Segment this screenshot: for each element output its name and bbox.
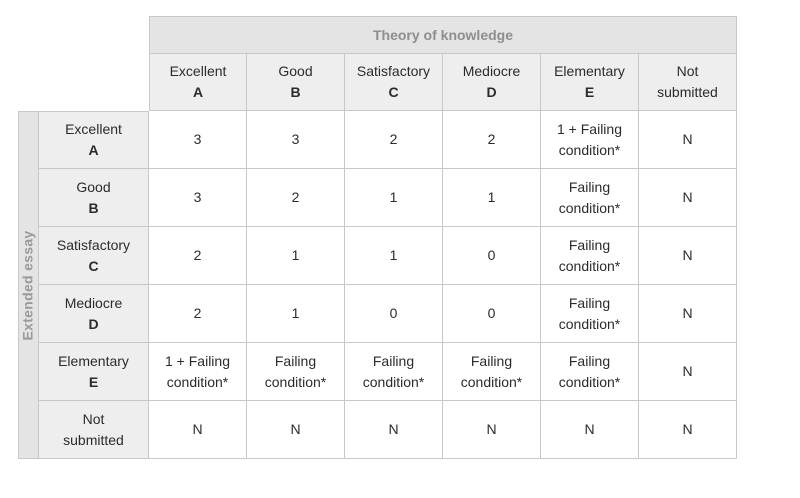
row-header-label: Good xyxy=(76,178,111,195)
column-header-label: Excellent xyxy=(169,63,227,79)
table-cell xyxy=(247,169,345,227)
cell-value: condition* xyxy=(558,141,621,158)
cell-value: condition* xyxy=(362,373,425,390)
cell-value: 2 xyxy=(291,189,300,205)
row-header-label: Excellent xyxy=(65,121,122,137)
table-cell xyxy=(443,227,541,285)
table-cell xyxy=(345,285,443,343)
cell-value: N xyxy=(486,421,497,437)
cell-value: Failing xyxy=(568,236,611,253)
column-header xyxy=(247,54,345,111)
extended-essay-label: Extended essay xyxy=(20,229,37,341)
row-header-label: Mediocre xyxy=(64,294,123,311)
column-header xyxy=(639,54,737,111)
table-cell xyxy=(443,343,541,401)
cell-value: condition* xyxy=(166,373,229,390)
row-header-grade: D xyxy=(88,315,99,332)
table-cell xyxy=(541,111,639,169)
cell-value: 3 xyxy=(193,131,202,147)
column-header xyxy=(345,54,443,111)
cell-value: 2 xyxy=(389,131,398,147)
cell-value: N xyxy=(682,305,693,321)
cell-value: 0 xyxy=(389,305,398,321)
row-header xyxy=(39,343,149,401)
table-cell xyxy=(443,169,541,227)
cell-value: Failing xyxy=(568,178,611,195)
table-cell xyxy=(149,285,247,343)
table-cell xyxy=(345,227,443,285)
row-header-grade: C xyxy=(88,257,99,274)
cell-value: condition* xyxy=(558,199,621,216)
column-header xyxy=(443,54,541,111)
cell-value: 0 xyxy=(487,247,496,263)
row-header xyxy=(39,169,149,227)
table-cell xyxy=(345,111,443,169)
column-header xyxy=(149,54,247,111)
column-header-grade: E xyxy=(584,84,595,100)
table-cell xyxy=(443,285,541,343)
table-cell xyxy=(149,169,247,227)
cell-value: N xyxy=(388,421,399,437)
column-header-grade: A xyxy=(192,84,204,100)
cell-value: 1 xyxy=(389,189,398,205)
cell-value: 1 xyxy=(291,305,300,321)
table-cell xyxy=(541,169,639,227)
corner-blank xyxy=(18,16,39,54)
corner-blank xyxy=(18,54,39,111)
cell-value: 1 + Failing xyxy=(165,352,230,369)
cell-value: N xyxy=(192,421,203,437)
row-header xyxy=(39,401,149,459)
cell-value: Failing xyxy=(568,294,611,311)
table-cell xyxy=(639,169,737,227)
corner-blank xyxy=(39,16,149,54)
table-cell xyxy=(247,111,345,169)
cell-value: 2 xyxy=(487,131,496,147)
row-header xyxy=(39,111,149,169)
table-cell xyxy=(541,401,639,459)
table-cell xyxy=(443,111,541,169)
cell-value: 1 + Failing xyxy=(557,120,622,137)
table-cell xyxy=(639,285,737,343)
column-header-grade: C xyxy=(388,84,399,100)
column-header-grade: B xyxy=(290,84,301,100)
column-header-label: Not xyxy=(676,63,699,79)
table-cell xyxy=(149,343,247,401)
row-header-label: Satisfactory xyxy=(56,236,131,253)
row-header-label: Elementary xyxy=(58,352,129,369)
cell-value: N xyxy=(584,421,595,437)
table-cell xyxy=(149,111,247,169)
table-cell xyxy=(149,401,247,459)
cell-value: 1 xyxy=(291,247,300,263)
table-cell xyxy=(541,227,639,285)
cell-value: N xyxy=(682,189,693,205)
table-cell xyxy=(639,111,737,169)
cell-value: condition* xyxy=(558,257,621,274)
cell-value: N xyxy=(682,421,693,437)
cell-value: 3 xyxy=(193,189,202,205)
cell-value: 2 xyxy=(193,247,202,263)
table-cell xyxy=(443,401,541,459)
cell-value: condition* xyxy=(558,373,621,390)
cell-value: 1 xyxy=(389,247,398,263)
points-matrix-table xyxy=(18,16,737,459)
cell-value: Failing xyxy=(470,352,513,369)
column-header xyxy=(541,54,639,111)
row-header xyxy=(39,227,149,285)
row-header-label-line2: submitted xyxy=(63,431,124,448)
cell-value: condition* xyxy=(264,373,327,390)
cell-value: 1 xyxy=(487,189,496,205)
table-cell xyxy=(541,343,639,401)
extended-essay-side-header xyxy=(18,111,39,459)
cell-value: 3 xyxy=(291,131,300,147)
table-cell xyxy=(247,227,345,285)
column-header-label: Satisfactory xyxy=(356,63,431,79)
cell-value: Failing xyxy=(568,352,611,369)
cell-value: 0 xyxy=(487,305,496,321)
cell-value: N xyxy=(290,421,301,437)
table-cell xyxy=(247,401,345,459)
cell-value: Failing xyxy=(274,352,317,369)
cell-value: N xyxy=(682,363,693,379)
table-cell xyxy=(149,227,247,285)
table-cell xyxy=(247,285,345,343)
table-cell xyxy=(345,401,443,459)
column-header-label-line2: submitted xyxy=(657,84,718,100)
table-cell xyxy=(345,343,443,401)
table-cell xyxy=(541,285,639,343)
table-cell xyxy=(247,343,345,401)
table-cell xyxy=(639,227,737,285)
row-header-grade: E xyxy=(88,373,99,390)
column-header-label: Mediocre xyxy=(462,63,521,79)
row-header-label: Not xyxy=(82,410,105,427)
column-header-label: Good xyxy=(278,63,313,79)
row-header-grade: A xyxy=(88,142,99,158)
table-cell xyxy=(639,401,737,459)
cell-value: N xyxy=(682,247,693,263)
row-header xyxy=(39,285,149,343)
column-header-grade: D xyxy=(486,84,497,100)
cell-value: condition* xyxy=(460,373,523,390)
cell-value: 2 xyxy=(193,305,202,321)
table-cell xyxy=(639,343,737,401)
cell-value: condition* xyxy=(558,315,621,332)
cell-value: Failing xyxy=(372,352,415,369)
column-header-label: Elementary xyxy=(554,63,625,79)
tok-header: Theory of knowledge xyxy=(149,16,737,54)
row-header-grade: B xyxy=(88,199,99,216)
cell-value: N xyxy=(682,131,693,147)
table-cell xyxy=(345,169,443,227)
corner-blank xyxy=(39,54,149,111)
